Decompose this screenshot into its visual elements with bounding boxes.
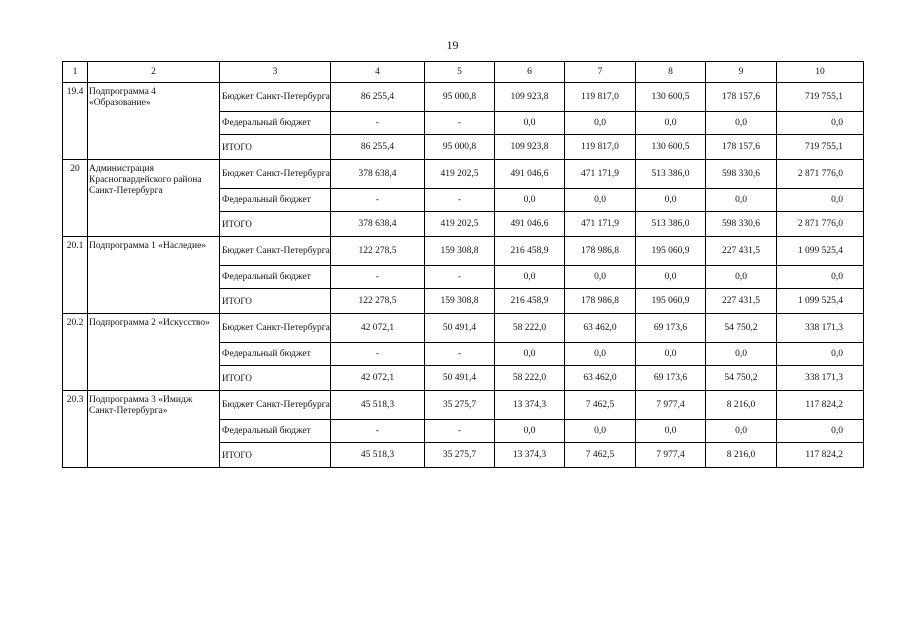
value-cell: 0,0 [777, 420, 864, 443]
funding-source: ИТОГО [220, 135, 331, 160]
value-cell: 8 216,0 [706, 391, 777, 420]
header-cell: 2 [88, 62, 220, 83]
value-cell: 338 171,3 [777, 366, 864, 391]
value-cell: 513 386,0 [636, 212, 706, 237]
value-cell: 195 060,9 [636, 237, 706, 266]
value-cell: 117 824,2 [777, 443, 864, 468]
value-cell: 0,0 [706, 112, 777, 135]
table-row [63, 237, 864, 266]
funding-source: Бюджет Санкт-Петербурга [220, 391, 331, 420]
table-row [63, 83, 864, 112]
value-cell: 7 462,5 [565, 391, 636, 420]
value-cell: 227 431,5 [706, 289, 777, 314]
table-row [63, 314, 864, 343]
value-cell: 35 275,7 [425, 443, 495, 468]
value-cell: 471 171,9 [565, 160, 636, 189]
row-name: Подпрограмма 1 «Наследие» [88, 237, 220, 314]
value-cell: - [425, 266, 495, 289]
budget-table [62, 61, 864, 468]
value-cell: 109 923,8 [495, 83, 565, 112]
value-cell: - [425, 420, 495, 443]
value-cell: 0,0 [636, 266, 706, 289]
value-cell: 95 000,8 [425, 135, 495, 160]
table-row [63, 391, 864, 420]
value-cell: 2 871 776,0 [777, 160, 864, 189]
value-cell: 195 060,9 [636, 289, 706, 314]
value-cell: 8 216,0 [706, 443, 777, 468]
value-cell: 159 308,8 [425, 289, 495, 314]
row-name: Подпрограмма 4 «Образование» [88, 83, 220, 160]
funding-source: ИТОГО [220, 443, 331, 468]
value-cell: 58 222,0 [495, 366, 565, 391]
value-cell: - [331, 112, 425, 135]
value-cell: 50 491,4 [425, 366, 495, 391]
value-cell: 513 386,0 [636, 160, 706, 189]
row-name: Подпрограмма 2 «Искусство» [88, 314, 220, 391]
value-cell: 63 462,0 [565, 314, 636, 343]
value-cell: 117 824,2 [777, 391, 864, 420]
value-cell: 86 255,4 [331, 83, 425, 112]
header-row [63, 62, 864, 83]
value-cell: 50 491,4 [425, 314, 495, 343]
value-cell: 0,0 [777, 112, 864, 135]
table-row [63, 160, 864, 189]
value-cell: 719 755,1 [777, 83, 864, 112]
value-cell: 42 072,1 [331, 366, 425, 391]
value-cell: 0,0 [777, 189, 864, 212]
value-cell: 69 173,6 [636, 366, 706, 391]
value-cell: 0,0 [565, 343, 636, 366]
funding-source: Бюджет Санкт-Петербурга [220, 83, 331, 112]
value-cell: 2 871 776,0 [777, 212, 864, 237]
value-cell: 491 046,6 [495, 212, 565, 237]
funding-source: ИТОГО [220, 366, 331, 391]
value-cell: 0,0 [636, 420, 706, 443]
value-cell: 54 750,2 [706, 314, 777, 343]
row-name: Администрация Красногвардейского района Санкт-Петербурга [88, 160, 220, 237]
funding-source: Федеральный бюджет [220, 266, 331, 289]
value-cell: 491 046,6 [495, 160, 565, 189]
value-cell: 178 157,6 [706, 135, 777, 160]
value-cell: 598 330,6 [706, 212, 777, 237]
value-cell: 419 202,5 [425, 212, 495, 237]
value-cell: 42 072,1 [331, 314, 425, 343]
value-cell: 86 255,4 [331, 135, 425, 160]
row-code: 20.3 [63, 391, 88, 468]
value-cell: 13 374,3 [495, 391, 565, 420]
header-cell: 5 [425, 62, 495, 83]
header-cell: 7 [565, 62, 636, 83]
funding-source: ИТОГО [220, 289, 331, 314]
header-cell: 4 [331, 62, 425, 83]
value-cell: 45 518,3 [331, 443, 425, 468]
value-cell: 598 330,6 [706, 160, 777, 189]
value-cell: 119 817,0 [565, 135, 636, 160]
row-name: Подпрограмма 3 «Имидж Санкт-Петербурга» [88, 391, 220, 468]
value-cell: - [331, 420, 425, 443]
value-cell: 378 638,4 [331, 212, 425, 237]
funding-source: Федеральный бюджет [220, 189, 331, 212]
value-cell: 178 986,8 [565, 237, 636, 266]
funding-source: Бюджет Санкт-Петербурга [220, 160, 331, 189]
value-cell: 1 099 525,4 [777, 237, 864, 266]
value-cell: 471 171,9 [565, 212, 636, 237]
value-cell: 0,0 [636, 189, 706, 212]
value-cell: 13 374,3 [495, 443, 565, 468]
header-cell: 3 [220, 62, 331, 83]
value-cell: 0,0 [495, 266, 565, 289]
value-cell: 69 173,6 [636, 314, 706, 343]
value-cell: 109 923,8 [495, 135, 565, 160]
value-cell: 227 431,5 [706, 237, 777, 266]
value-cell: - [331, 266, 425, 289]
value-cell: 0,0 [706, 343, 777, 366]
value-cell: 159 308,8 [425, 237, 495, 266]
value-cell: 0,0 [706, 266, 777, 289]
value-cell: 0,0 [777, 343, 864, 366]
row-code: 20.2 [63, 314, 88, 391]
value-cell: 1 099 525,4 [777, 289, 864, 314]
value-cell: 0,0 [777, 266, 864, 289]
value-cell: 63 462,0 [565, 366, 636, 391]
funding-source: Федеральный бюджет [220, 343, 331, 366]
value-cell: 378 638,4 [331, 160, 425, 189]
value-cell: - [425, 343, 495, 366]
value-cell: 178 157,6 [706, 83, 777, 112]
value-cell: 130 600,5 [636, 135, 706, 160]
value-cell: 0,0 [495, 420, 565, 443]
value-cell: 216 458,9 [495, 289, 565, 314]
value-cell: 719 755,1 [777, 135, 864, 160]
value-cell: 35 275,7 [425, 391, 495, 420]
row-code: 19.4 [63, 83, 88, 160]
funding-source: Бюджет Санкт-Петербурга [220, 314, 331, 343]
value-cell: 122 278,5 [331, 289, 425, 314]
value-cell: 0,0 [565, 420, 636, 443]
value-cell: 216 458,9 [495, 237, 565, 266]
value-cell: 58 222,0 [495, 314, 565, 343]
value-cell: 7 977,4 [636, 443, 706, 468]
value-cell: - [425, 189, 495, 212]
funding-source: Бюджет Санкт-Петербурга [220, 237, 331, 266]
header-cell: 6 [495, 62, 565, 83]
header-cell: 9 [706, 62, 777, 83]
value-cell: 54 750,2 [706, 366, 777, 391]
value-cell: 7 462,5 [565, 443, 636, 468]
value-cell: 0,0 [495, 343, 565, 366]
value-cell: 0,0 [565, 189, 636, 212]
value-cell: 419 202,5 [425, 160, 495, 189]
value-cell: - [331, 189, 425, 212]
value-cell: 338 171,3 [777, 314, 864, 343]
value-cell: 0,0 [565, 112, 636, 135]
value-cell: 0,0 [495, 189, 565, 212]
value-cell: 7 977,4 [636, 391, 706, 420]
value-cell: - [331, 343, 425, 366]
value-cell: 178 986,8 [565, 289, 636, 314]
funding-source: ИТОГО [220, 212, 331, 237]
value-cell: 130 600,5 [636, 83, 706, 112]
value-cell: 122 278,5 [331, 237, 425, 266]
value-cell: - [425, 112, 495, 135]
row-code: 20 [63, 160, 88, 237]
value-cell: 0,0 [636, 112, 706, 135]
value-cell: 119 817,0 [565, 83, 636, 112]
row-code: 20.1 [63, 237, 88, 314]
header-cell: 10 [777, 62, 864, 83]
value-cell: 45 518,3 [331, 391, 425, 420]
funding-source: Федеральный бюджет [220, 112, 331, 135]
value-cell: 0,0 [706, 420, 777, 443]
value-cell: 0,0 [495, 112, 565, 135]
value-cell: 95 000,8 [425, 83, 495, 112]
value-cell: 0,0 [636, 343, 706, 366]
value-cell: 0,0 [706, 189, 777, 212]
header-cell: 1 [63, 62, 88, 83]
page-number: 19 [446, 38, 459, 52]
value-cell: 0,0 [565, 266, 636, 289]
header-cell: 8 [636, 62, 706, 83]
funding-source: Федеральный бюджет [220, 420, 331, 443]
